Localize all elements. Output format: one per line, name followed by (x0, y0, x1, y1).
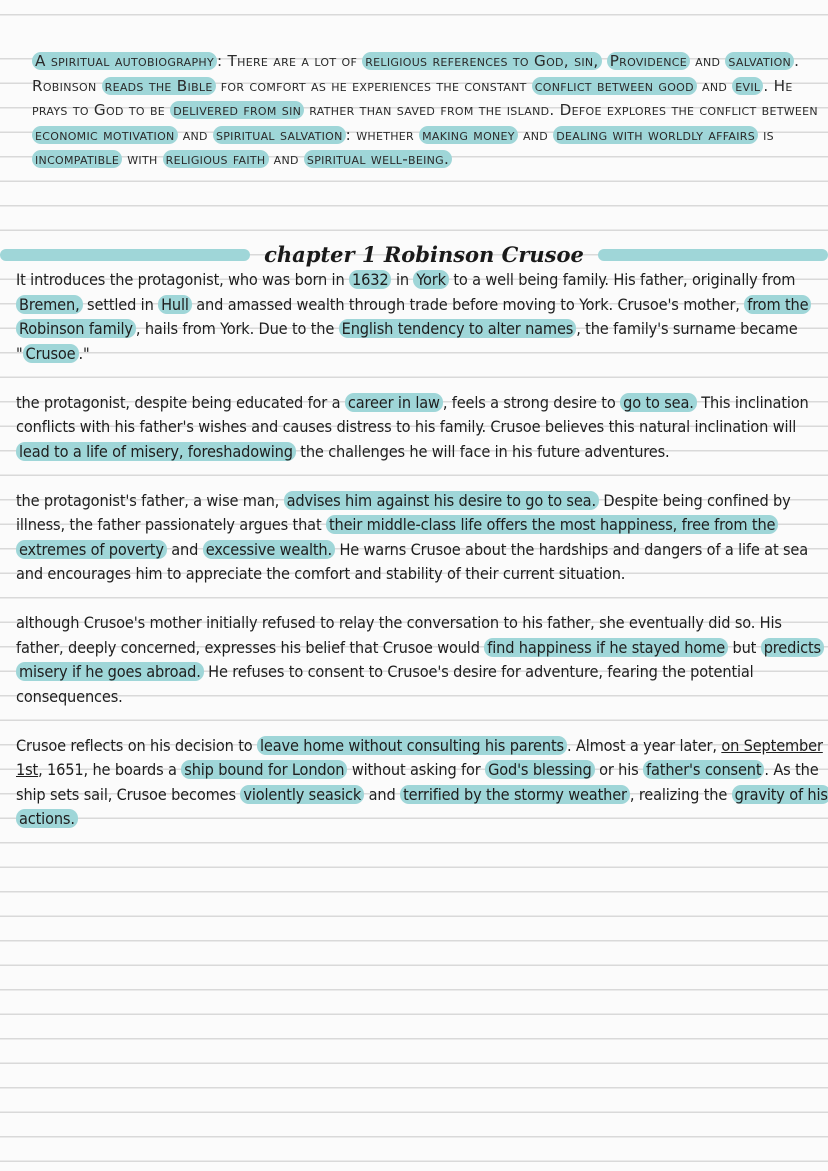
body-paragraph-2 (16, 391, 828, 465)
text-segment: advises him against his desire to go to sea. (284, 491, 599, 510)
text-segment: leave home without consulting his parents (257, 736, 567, 755)
intro-segment: evil (732, 77, 763, 95)
text-segment: , 1651, he boards a (38, 760, 182, 779)
text-segment: on September 1st (16, 735, 823, 779)
intro-segment: with (122, 150, 163, 168)
text-segment: Despite being confined by illness, the father passionately argues that (16, 490, 791, 534)
text-segment: father's consent (643, 760, 764, 779)
text-segment: although Crusoe's mother initially refused to relay the conversation to his father, she eventually did so. His father, deeply concerned, expresses his belief that Crusoe would (16, 613, 782, 657)
intro-segment: : There are a lot of (217, 52, 363, 70)
intro-segment: for comfort as he experiences the constant (215, 76, 532, 95)
text-segment: the protagonist's father, a wise man, (16, 490, 284, 510)
text-segment: find happiness if he stayed home (484, 638, 728, 657)
text-segment: , the family's surname became " (16, 319, 798, 363)
intro-segment: . He prays to God to be (32, 76, 793, 119)
intro-segment: and (517, 125, 554, 144)
text-segment: predicts misery if he goes abroad. (16, 638, 824, 682)
text-segment: lead to a life of misery, foreshadowing (16, 442, 296, 461)
text-segment: in (391, 270, 414, 289)
body-paragraph-3 (16, 489, 828, 587)
intro-segment: is (758, 125, 774, 144)
text-segment: , hails from York. Due to the (135, 319, 339, 338)
intro-segment: rather than saved from the island. Defoe explores the conflict between (304, 101, 818, 119)
intro-paragraph (32, 49, 824, 172)
text-segment: the challenges he will face in his future adventures. (295, 441, 670, 461)
text-segment: 1632 (349, 270, 391, 289)
intro-segment: and (690, 52, 726, 70)
text-segment: It introduces the protagonist, who was born in (16, 270, 350, 289)
intro-segment: and (268, 150, 304, 168)
intro-segment: reads the Bible (102, 77, 216, 95)
intro-segment: religious faith (163, 150, 269, 168)
text-segment: career in law (345, 393, 443, 412)
body-paragraph-1 (16, 268, 828, 366)
intro-segment: salvation (725, 52, 794, 70)
text-segment: but (728, 637, 761, 657)
text-segment: Crusoe (23, 344, 79, 363)
text-segment: York (413, 270, 448, 289)
body-paragraph-4 (16, 611, 828, 709)
text-segment: . Almost a year later, (566, 735, 722, 755)
text-segment: and (364, 784, 401, 804)
heading-highlight-right (598, 249, 828, 261)
intro-segment: Providence (607, 52, 690, 70)
intro-segment: delivered from sin (170, 101, 304, 119)
intro-segment: A spiritual autobiography (32, 52, 217, 70)
intro-segment: and (696, 76, 733, 95)
text-segment: the protagonist, despite being educated for a (16, 392, 345, 412)
intro-segment: incompatible (32, 150, 122, 168)
text-segment: go to sea. (620, 393, 697, 412)
text-segment: . As the ship sets sail, Crusoe becomes (16, 760, 819, 804)
intro-segment: . Robinson (32, 52, 800, 95)
text-segment: and amassed wealth through trade before moving to York. Crusoe's mother, (191, 294, 745, 314)
heading-highlight-left (0, 249, 250, 261)
text-segment: He refuses to consent to Crusoe's desire for adventure, fearing the potential consequences. (16, 662, 754, 706)
intro-segment: religious references to God, sin, (362, 52, 601, 70)
intro-segment: and (177, 125, 213, 144)
chapter-body (16, 268, 828, 856)
text-segment: ." (78, 343, 90, 363)
intro-segment: dealing with worldly affairs (553, 126, 758, 144)
text-segment: This inclination conflicts with his father's wishes and causes distress to his family. Crusoe believes this natural inclination will (16, 392, 809, 436)
text-segment: violently seasick (240, 785, 364, 804)
text-segment: terrified by the stormy weather (400, 785, 630, 804)
intro-segment: : whether (345, 125, 420, 144)
text-segment: , feels a strong desire to (442, 392, 621, 412)
text-segment: He warns Crusoe about the hardships and dangers of a life at sea and encourages him to appreciate the comfort and stability of their current situation. (16, 539, 809, 583)
body-paragraph-5 (16, 734, 828, 832)
intro-segment (602, 52, 607, 70)
text-segment: or his (594, 760, 644, 779)
intro-segment: spiritual well-being. (304, 150, 452, 168)
text-segment: from the Robinson family (16, 295, 811, 339)
text-segment: English tendency to alter names (339, 319, 577, 338)
text-segment: to a well being family. His father, originally from (448, 270, 796, 289)
text-segment: their middle-class life offers the most happiness, free from the extremes of poverty (16, 515, 778, 559)
intro-segment: economic motivation (32, 126, 178, 144)
text-segment: ship bound for London (181, 760, 347, 779)
text-segment: Hull (158, 295, 192, 314)
intro-section (32, 49, 824, 172)
chapter-heading (0, 240, 828, 270)
intro-segment: spiritual salvation (213, 126, 346, 144)
text-segment: excessive wealth. (203, 540, 335, 559)
text-segment: God's blessing (485, 760, 595, 779)
text-segment: without asking for (347, 760, 486, 779)
chapter-title: chapter 1 Robinson Crusoe (264, 242, 584, 267)
text-segment: and (166, 539, 203, 559)
text-segment: Crusoe reflects on his decision to (16, 735, 258, 755)
intro-segment: making money (419, 126, 518, 144)
text-segment: settled in (82, 294, 159, 314)
text-segment: gravity of his actions. (16, 785, 828, 829)
text-segment: Bremen, (16, 295, 83, 314)
text-segment: , realizing the (629, 784, 732, 804)
intro-segment: conflict between good (532, 77, 697, 95)
